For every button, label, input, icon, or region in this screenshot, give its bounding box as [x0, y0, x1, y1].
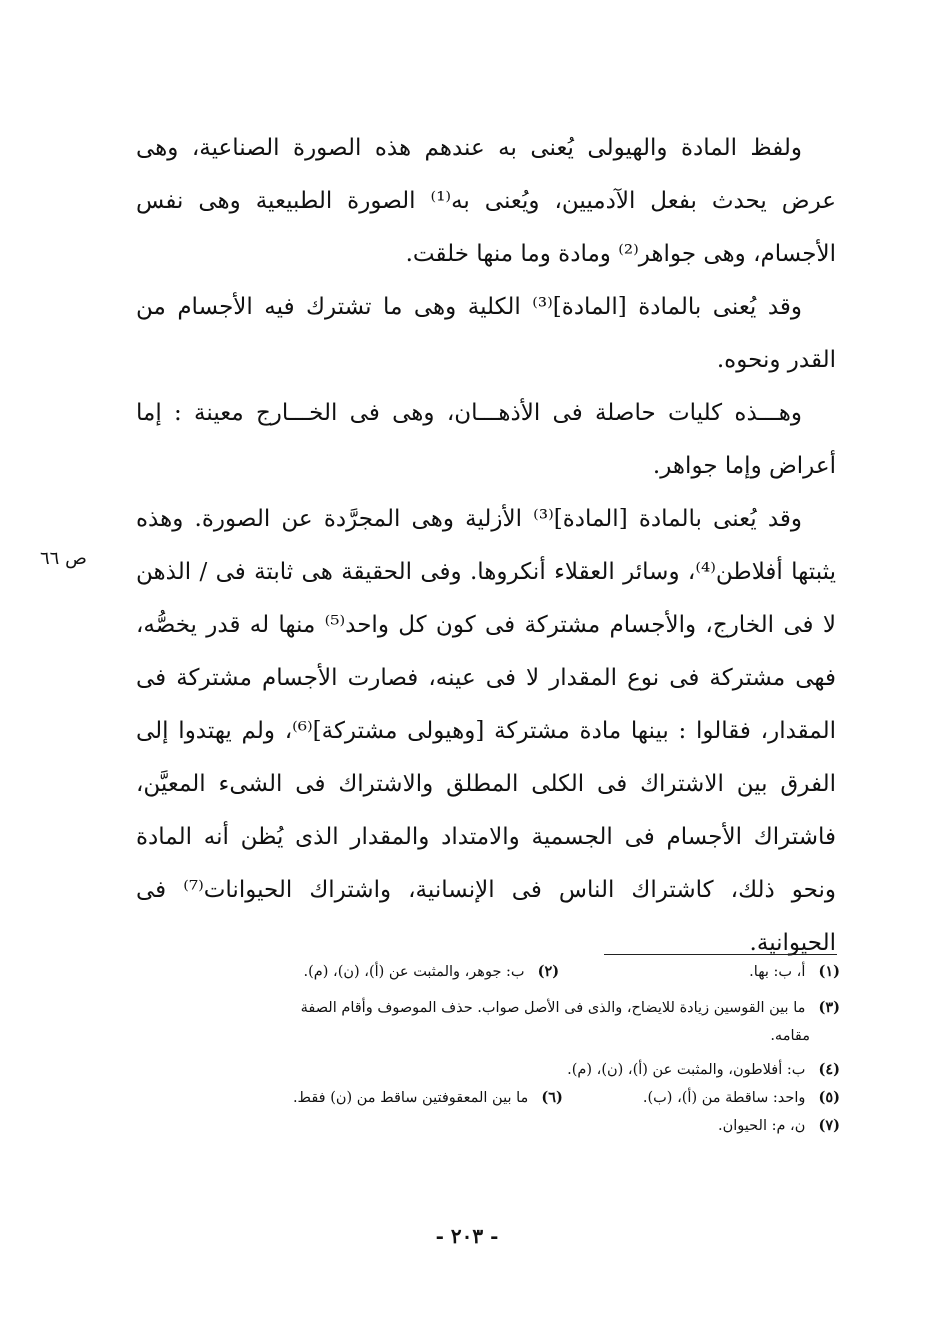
footnote-4 [567, 1056, 840, 1084]
footnote-1 [749, 958, 840, 986]
footnote-number: (٢) [537, 963, 560, 980]
footnote-text: ما بين المعقوفتين ساقط من (ن) فقط. [292, 1090, 529, 1106]
paragraph-4: وقد يُعنى بالمادة [المادة]⁽³⁾ الأزلية وهى المجرَّدة عن الصورة. وهذه يثبتها أفلاطن⁽⁴⁾، وسائر العقلاء أنكروها. وفى الحقيقة هى ثابتة فى / الذهن لا فى الخارج، والأجسام مشتركة فى كون كل واحد⁽⁵⁾ منها له قدر يخصُّه، فهى مشتركة فى نوع المقدار لا فى عينه، فصارت الأجسام مشتركة فى المقدار، فقالوا : بينها مادة مشتركة [وهيولى مشتركة]⁽⁶⁾، ولم يهتدوا إلى الفرق بين الاشتراك فى الكلى المطلق والاشتراك فى الشىء المعيَّن، فاشتراك الأجسام فى الجسمية والامتداد والمقدار الذى يُظن أنه المادة ونحو ذلك، كاشتراك الناس فى الإنسانية، واشتراك الحيوانات⁽⁷⁾ فى الحيوانية. [136, 506, 837, 956]
footnote-3 [301, 994, 840, 1022]
body-text [136, 122, 836, 970]
footnote-text: ما بين القوسين زيادة للايضاح، والذى فى الأصل صواب. حذف الموصوف وأقام الصفة [300, 1000, 806, 1016]
footnote-text: واحد: ساقطة من (أ)، (ب). [642, 1090, 806, 1106]
margin-page-reference: ص ٦٦ [40, 548, 87, 569]
paragraph-1: ولفظ المادة والهيولى يُعنى به عندهم هذه الصورة الصناعية، وهى عرض يحدث بفعل الآدميين، ويُعنى به⁽¹⁾ الصورة الطبيعية وهى نفس الأجسام، وهى جواهر⁽²⁾ ومادة وما منها خلقت. [136, 135, 836, 267]
footnote-text: ب: أفلاطون، والمثبت عن (أ)، (ن)، (م). [567, 1062, 806, 1078]
footnote-separator [604, 954, 837, 955]
footnote-number: (٥) [818, 1089, 840, 1106]
footnote-number: (٣) [818, 999, 840, 1016]
footnote-5 [643, 1084, 840, 1112]
footnote-row-2 [130, 994, 840, 1022]
footnote-number: (١) [818, 963, 840, 980]
footnote-row-4 [130, 1084, 840, 1112]
footnote-number: (٦) [541, 1089, 563, 1106]
paragraph-2: وقد يُعنى بالمادة [المادة]⁽³⁾ الكلية وهى ما تشترك فيه الأجسام من القدر ونحوه. [136, 294, 836, 373]
footnote-7 [718, 1112, 840, 1140]
footnote-3-continuation: مقامه. [770, 1028, 810, 1044]
footnote-text: ن، م: الحيوان. [718, 1118, 806, 1134]
footnote-text: أ، ب: بها. [749, 964, 806, 980]
footnote-row-1 [130, 958, 840, 986]
footnote-6 [293, 1084, 563, 1112]
footnote-2 [304, 958, 560, 986]
page-number: - ٢٠٣ - [435, 1224, 499, 1248]
footnote-number: (٤) [818, 1061, 840, 1078]
footnote-number: (٧) [818, 1117, 840, 1134]
footnotes [130, 958, 840, 1140]
paragraph-3: وهـــذه كليات حاصلة فى الأذهـــان، وهى فى الخـــارج معينة : إما أعراض وإما جواهر. [136, 400, 836, 479]
footnote-row-3 [130, 1056, 840, 1084]
footnote-text: ب: جوهر، والمثبت عن (أ)، (ن)، (م). [303, 964, 525, 980]
footnote-row-5 [130, 1112, 840, 1140]
footnote-3-continuation-row [130, 1022, 840, 1050]
